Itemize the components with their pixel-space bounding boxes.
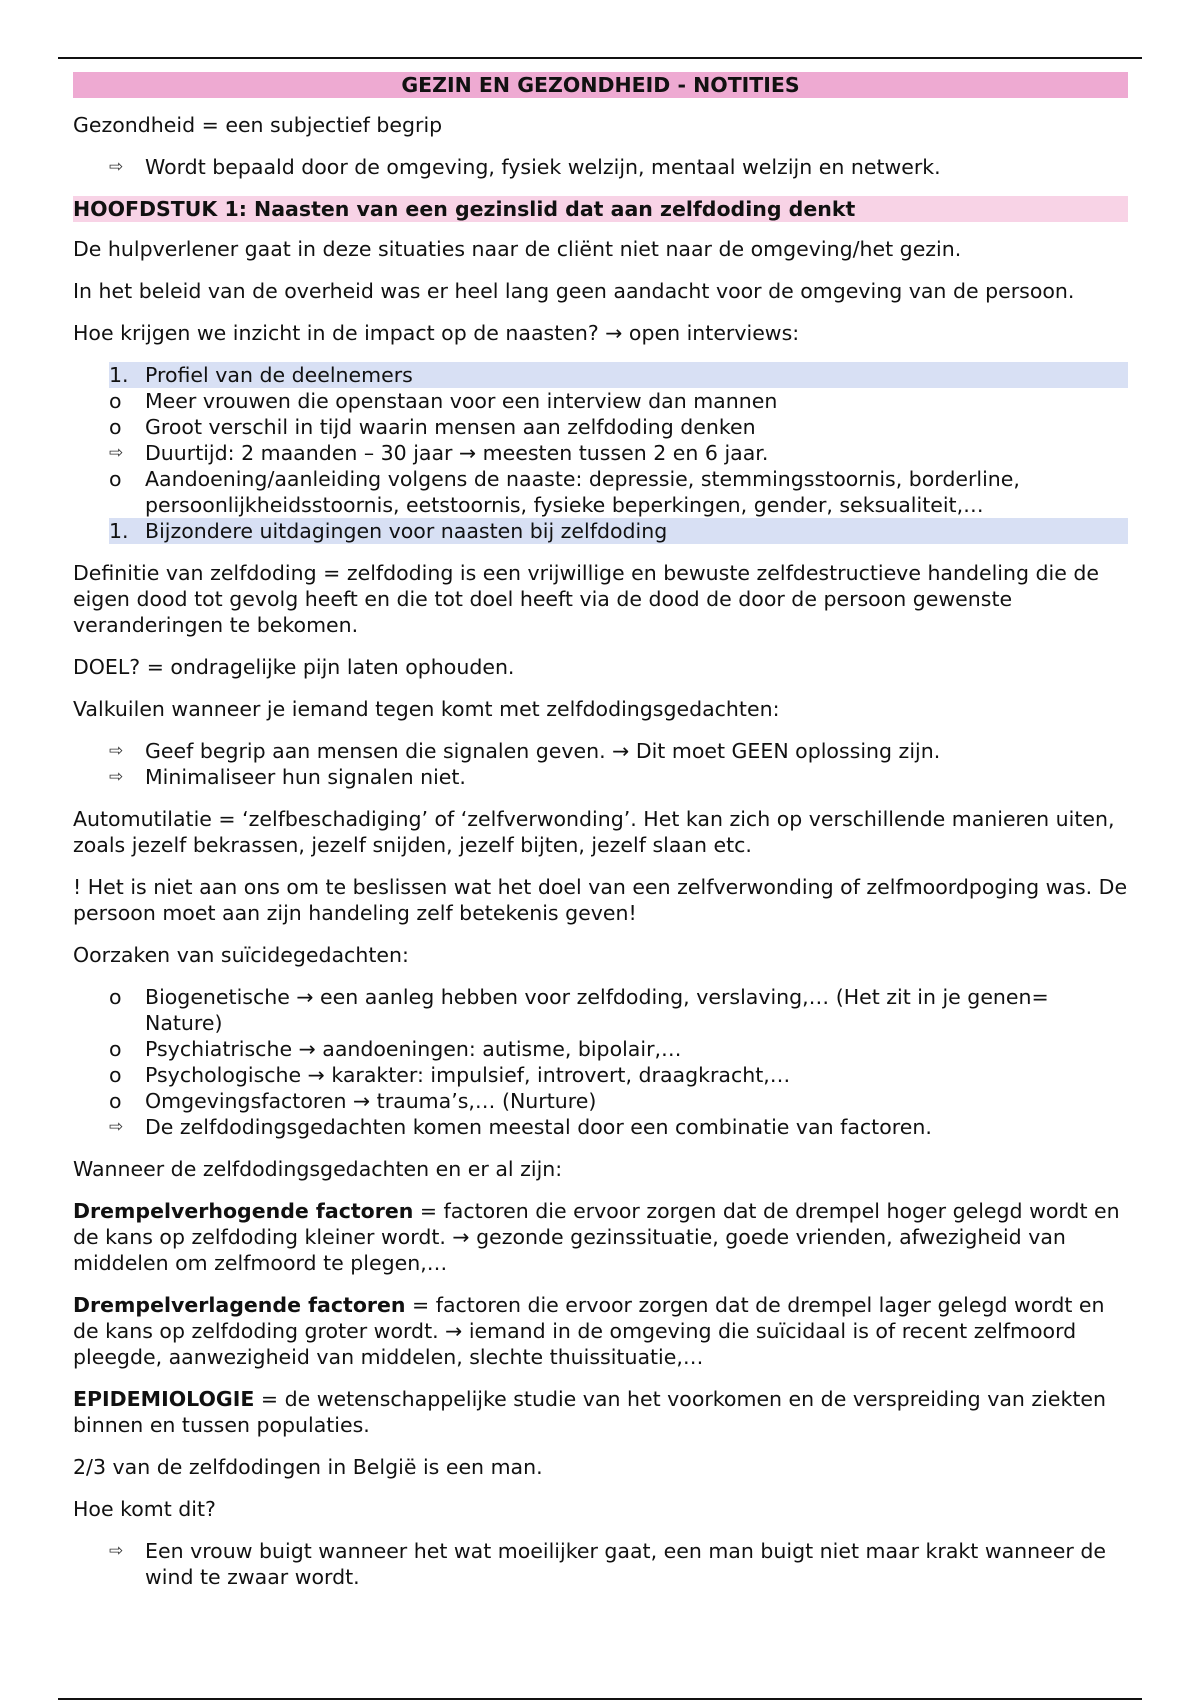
arrow-bullet-icon: ⇨ — [109, 1541, 124, 1561]
list-item: o Psychiatrische → aandoeningen: autisme, bipolair,… — [109, 1037, 682, 1061]
paragraph: In het beleid van de overheid was er heel lang geen aandacht voor de omgeving van de persoon. — [73, 279, 1075, 303]
health-definition: Gezondheid = een subjectief begrip — [73, 113, 443, 137]
list-item: ⇨ Minimaliseer hun signalen niet. — [109, 765, 466, 789]
paragraph: DOEL? = ondragelijke pijn laten ophouden. — [73, 655, 515, 679]
list-item: o Aandoening/aanleiding volgens de naaste: depressie, stemmingsstoornis, borderline, persoonlijkheidsstoornis, eetstoornis, fysieke beperkingen, gender, seksualiteit,… — [109, 467, 1020, 517]
list-item: o Omgevingsfactoren → trauma’s,… (Nurture) — [109, 1089, 597, 1113]
paragraph: Drempelverhogende factoren = factoren die ervoor zorgen dat de drempel hoger gelegd wordt en de kans op zelfdoding kleiner wordt. → gezonde gezinssituatie, goede vrienden, afwezigheid van middelen om zelfmoord te plegen,… — [73, 1199, 1120, 1275]
causes-list — [73, 984, 1128, 1140]
arrow-bullet-icon: ⇨ — [109, 1117, 124, 1137]
paragraph: Automutilatie = ‘zelfbeschadiging’ of ‘zelfverwonding’. Het kan zich op verschillende manieren uiten, zoals jezelf bekrassen, jezelf snijden, jezelf bijten, jezelf slaan etc. — [73, 807, 1115, 857]
paragraph: Oorzaken van suïcidegedachten: — [73, 943, 409, 967]
paragraph: Valkuilen wanneer je iemand tegen komt met zelfdodingsgedachten: — [73, 697, 780, 721]
paragraph: ! Het is niet aan ons om te beslissen wat het doel van een zelfverwonding of zelfmoordpoging was. De persoon moet aan zijn handeling zelf betekenis geven! — [73, 875, 1128, 925]
paragraph: De hulpverlener gaat in deze situaties naar de cliënt niet naar de omgeving/het gezin. — [73, 237, 962, 261]
list-item: ⇨ De zelfdodingsgedachten komen meestal door een combinatie van factoren. — [109, 1115, 932, 1139]
list-item: 1. Profiel van de deelnemers — [109, 362, 1128, 388]
arrow-bullet-icon: ⇨ — [109, 767, 124, 787]
arrow-bullet-icon: ⇨ — [109, 443, 124, 463]
list-item: ⇨ Wordt bepaald door de omgeving, fysiek welzijn, mentaal welzijn en netwerk. — [109, 155, 941, 179]
list-item: ⇨ Geef begrip aan mensen die signalen geven. → Dit moet GEEN oplossing zijn. — [109, 739, 941, 763]
term-bold: Drempelverlagende factoren — [73, 1293, 406, 1317]
list-item: o Groot verschil in tijd waarin mensen aan zelfdoding denken — [109, 415, 756, 439]
list-item: ⇨ Duurtijd: 2 maanden – 30 jaar → meesten tussen 2 en 6 jaar. — [109, 441, 769, 465]
interview-list — [73, 362, 1128, 544]
paragraph: Definitie van zelfdoding = zelfdoding is een vrijwillige en bewuste zelfdestructieve handeling die de eigen dood tot gevolg heeft en die tot doel heeft via de dood de door de persoon gewenste veranderingen te bekomen. — [73, 561, 1099, 637]
term-bold: EPIDEMIOLOGIE — [73, 1387, 255, 1411]
paragraph: Drempelverlagende factoren = factoren die ervoor zorgen dat de drempel lager gelegd wordt en de kans op zelfdoding groter wordt. → iemand in de omgeving die suïcidaal is of recent zelfmoord pleegde, aanwezigheid van middelen, slechte thuissituatie,… — [73, 1293, 1105, 1369]
paragraph: Hoe komt dit? — [73, 1497, 216, 1521]
chapter-heading: HOOFDSTUK 1: Naasten van een gezinslid dat aan zelfdoding denkt — [73, 196, 1128, 222]
paragraph: 2/3 van de zelfdodingen in België is een man. — [73, 1455, 543, 1479]
paragraph: Wanneer de zelfdodingsgedachten en er al zijn: — [73, 1157, 563, 1181]
gender-list — [73, 1538, 1128, 1590]
document-body — [73, 72, 1128, 1606]
list-item: 1. Bijzondere uitdagingen voor naasten bij zelfdoding — [109, 518, 1128, 544]
arrow-bullet-icon: ⇨ — [109, 157, 124, 177]
list-item: o Psychologische → karakter: impulsief, introvert, draagkracht,… — [109, 1063, 791, 1087]
top-rule — [58, 57, 1142, 59]
document-title: GEZIN EN GEZONDHEID - NOTITIES — [73, 72, 1128, 98]
pitfalls-list — [73, 738, 1128, 790]
arrow-bullet-icon: ⇨ — [109, 741, 124, 761]
list-item: ⇨ Een vrouw buigt wanneer het wat moeilijker gaat, een man buigt niet maar krakt wanneer de wind te zwaar wordt. — [109, 1539, 1106, 1589]
list-item: o Biogenetische → een aanleg hebben voor zelfdoding, verslaving,… (Het zit in je genen= Nature) — [109, 985, 1049, 1035]
paragraph: EPIDEMIOLOGIE = de wetenschappelijke studie van het voorkomen en de verspreiding van ziekten binnen en tussen populaties. — [73, 1387, 1106, 1437]
health-list — [73, 154, 1128, 180]
list-item: o Meer vrouwen die openstaan voor een interview dan mannen — [109, 389, 778, 413]
paragraph: Hoe krijgen we inzicht in de impact op de naasten? → open interviews: — [73, 321, 800, 345]
term-bold: Drempelverhogende factoren — [73, 1199, 414, 1223]
